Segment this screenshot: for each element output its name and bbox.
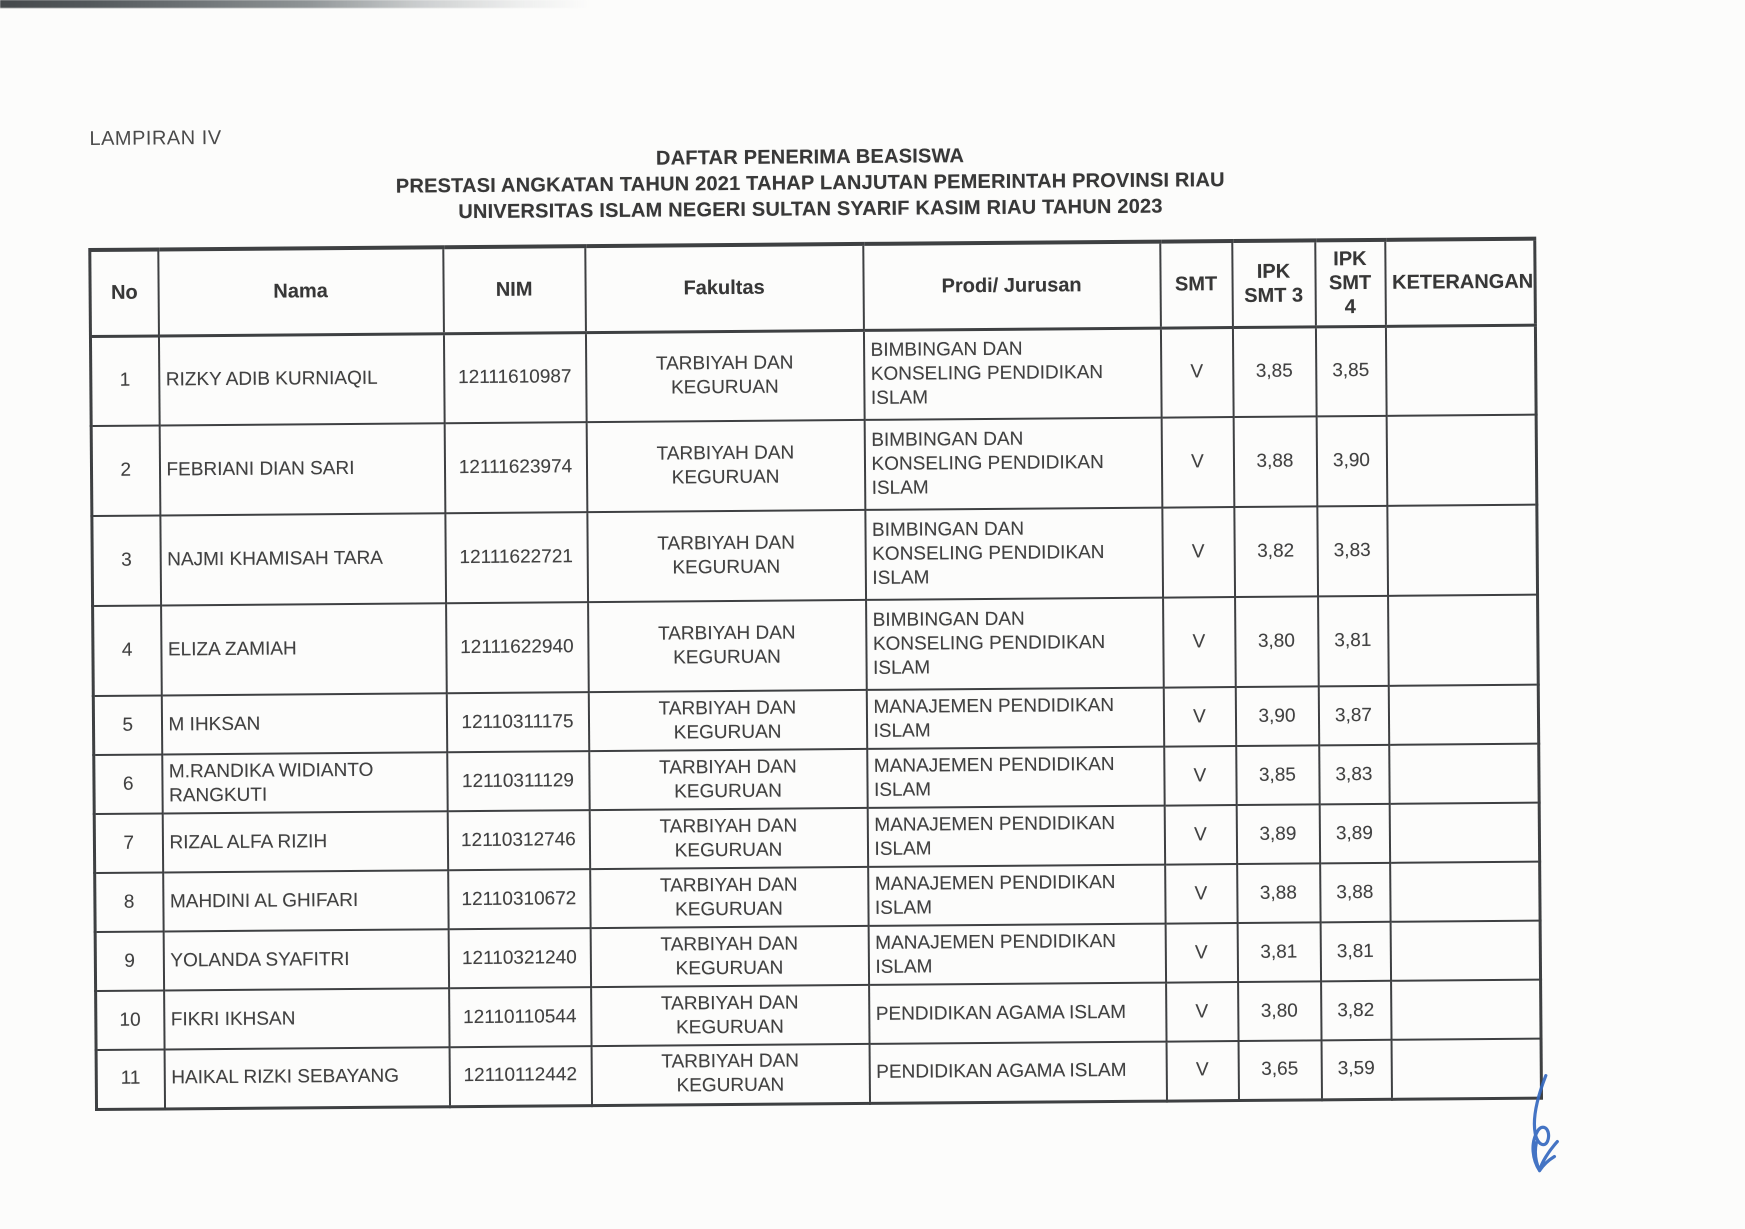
- header-no: No: [90, 249, 159, 336]
- cell-fakultas: TARBIYAH DAN KEGURUAN: [591, 985, 869, 1046]
- cell-nim: 12110112442: [449, 1046, 591, 1106]
- cell-no: 3: [92, 515, 161, 606]
- scholarship-recipients-table: [88, 237, 1543, 1111]
- cell-keterangan: [1389, 803, 1539, 863]
- cell-ipk-smt3: 3,80: [1238, 981, 1321, 1041]
- cell-nama: FEBRIANI DIAN SARI: [159, 423, 445, 515]
- cell-smt: V: [1162, 507, 1235, 598]
- cell-nim: 12110311175: [446, 692, 588, 752]
- cell-keterangan: [1391, 980, 1541, 1040]
- table-row: [93, 595, 1539, 696]
- cell-ipk-smt4: 3,87: [1318, 686, 1388, 746]
- header-keterangan: KETERANGAN: [1385, 239, 1536, 326]
- cell-fakultas: TARBIYAH DAN KEGURUAN: [585, 330, 864, 422]
- cell-nama: FIKRI IKHSAN: [164, 988, 449, 1049]
- cell-smt: V: [1166, 982, 1238, 1042]
- cell-prodi: BIMBINGAN DAN KONSELING PENDIDIKAN ISLAM: [864, 418, 1162, 510]
- cell-prodi: BIMBINGAN DAN KONSELING PENDIDIKAN ISLAM: [865, 508, 1163, 600]
- cell-prodi: MANAJEMEN PENDIDIKAN ISLAM: [866, 688, 1163, 749]
- cell-no: 1: [90, 335, 159, 426]
- cell-smt: V: [1165, 923, 1237, 983]
- cell-ipk-smt3: 3,85: [1236, 745, 1319, 805]
- cell-nim: 12110110544: [449, 987, 591, 1047]
- cell-ipk-smt3: 3,88: [1237, 863, 1320, 923]
- cell-no: 8: [95, 872, 163, 932]
- cell-ipk-smt3: 3,85: [1232, 326, 1316, 417]
- cell-ipk-smt4: 3,81: [1318, 596, 1389, 687]
- cell-fakultas: TARBIYAH DAN KEGURUAN: [589, 749, 867, 810]
- table-row: [96, 1039, 1541, 1109]
- cell-ipk-smt4: 3,83: [1317, 506, 1388, 597]
- cell-smt: V: [1160, 327, 1233, 418]
- cell-fakultas: TARBIYAH DAN KEGURUAN: [587, 510, 866, 602]
- title-line-1: DAFTAR PENERIMA BEASISWA: [655, 145, 965, 170]
- title-line-3: UNIVERSITAS ISLAM NEGERI SULTAN SYARIF KASIM RIAU TAHUN 2023: [458, 195, 1163, 224]
- cell-smt: V: [1163, 687, 1235, 747]
- cell-nim: 12111622940: [446, 602, 589, 693]
- cell-nama: MAHDINI AL GHIFARI: [163, 870, 448, 931]
- cell-prodi: PENDIDIKAN AGAMA ISLAM: [869, 983, 1166, 1044]
- cell-nama: M IHKSAN: [161, 693, 446, 754]
- cell-keterangan: [1386, 415, 1537, 506]
- cell-prodi: BIMBINGAN DAN KONSELING PENDIDIKAN ISLAM: [863, 328, 1161, 420]
- cell-fakultas: TARBIYAH DAN KEGURUAN: [588, 600, 867, 692]
- cell-smt: V: [1164, 805, 1236, 865]
- cell-no: 5: [93, 695, 161, 755]
- lampiran-label: LAMPIRAN IV: [89, 126, 222, 151]
- header-prodi: Prodi/ Jurusan: [863, 242, 1161, 330]
- cell-fakultas: TARBIYAH DAN KEGURUAN: [589, 808, 867, 869]
- cell-fakultas: TARBIYAH DAN KEGURUAN: [591, 1044, 869, 1105]
- cell-ipk-smt4: 3,90: [1316, 416, 1387, 507]
- ink-initial-mark: [1513, 1071, 1574, 1183]
- cell-keterangan: [1389, 744, 1539, 804]
- cell-nama: ELIZA ZAMIAH: [161, 603, 447, 695]
- table-header-row: [90, 239, 1536, 336]
- header-nim: NIM: [443, 246, 586, 333]
- cell-nama: RIZKY ADIB KURNIAQIL: [158, 333, 444, 425]
- cell-no: 2: [91, 425, 160, 516]
- cell-prodi: MANAJEMEN PENDIDIKAN ISLAM: [868, 924, 1165, 985]
- cell-no: 9: [95, 931, 163, 991]
- cell-smt: V: [1165, 864, 1237, 924]
- cell-smt: V: [1164, 746, 1236, 806]
- cell-nim: 12111622721: [445, 512, 588, 603]
- cell-ipk-smt3: 3,80: [1235, 596, 1319, 687]
- cell-prodi: MANAJEMEN PENDIDIKAN ISLAM: [868, 865, 1165, 926]
- cell-ipk-smt4: 3,85: [1315, 326, 1386, 417]
- document-title: [87, 139, 1533, 228]
- cell-keterangan: [1388, 595, 1539, 686]
- cell-keterangan: [1390, 921, 1540, 981]
- cell-nim: 12111623974: [444, 422, 587, 513]
- cell-no: 7: [94, 813, 162, 873]
- cell-ipk-smt3: 3,81: [1237, 922, 1320, 982]
- header-ipk-smt4: IPK SMT 4: [1315, 240, 1386, 327]
- cell-smt: V: [1163, 597, 1236, 688]
- cell-ipk-smt4: 3,88: [1320, 863, 1390, 923]
- cell-nim: 12110312746: [447, 810, 589, 870]
- cell-ipk-smt4: 3,83: [1319, 745, 1389, 805]
- cell-ipk-smt4: 3,82: [1321, 981, 1391, 1041]
- header-smt: SMT: [1160, 241, 1233, 328]
- cell-keterangan: [1385, 325, 1536, 416]
- cell-keterangan: [1388, 685, 1538, 745]
- cell-ipk-smt3: 3,88: [1233, 416, 1317, 507]
- cell-ipk-smt4: 3,81: [1320, 922, 1390, 982]
- cell-fakultas: TARBIYAH DAN KEGURUAN: [586, 420, 865, 512]
- table-row: [92, 505, 1538, 606]
- cell-keterangan: [1387, 505, 1538, 596]
- cell-ipk-smt3: 3,90: [1235, 686, 1318, 746]
- header-fakultas: Fakultas: [585, 244, 864, 332]
- cell-ipk-smt3: 3,65: [1238, 1040, 1321, 1100]
- cell-ipk-smt4: 3,89: [1319, 804, 1389, 864]
- cell-ipk-smt4: 3,59: [1321, 1040, 1391, 1100]
- cell-ipk-smt3: 3,89: [1236, 804, 1319, 864]
- table-row: [90, 325, 1536, 426]
- cell-prodi: BIMBINGAN DAN KONSELING PENDIDIKAN ISLAM: [866, 598, 1164, 690]
- cell-nama: M.RANDIKA WIDIANTO RANGKUTI: [162, 752, 447, 813]
- cell-no: 11: [96, 1049, 164, 1109]
- cell-prodi: MANAJEMEN PENDIDIKAN ISLAM: [867, 747, 1164, 808]
- title-line-2: PRESTASI ANGKATAN TAHUN 2021 TAHAP LANJUTAN PEMERINTAH PROVINSI RIAU: [395, 169, 1225, 198]
- cell-no: 4: [93, 605, 162, 696]
- cell-nim: 12110310672: [448, 869, 590, 929]
- cell-ipk-smt3: 3,82: [1234, 506, 1318, 597]
- cell-fakultas: TARBIYAH DAN KEGURUAN: [588, 690, 866, 751]
- cell-no: 6: [94, 754, 162, 814]
- cell-keterangan: [1390, 862, 1540, 922]
- cell-fakultas: TARBIYAH DAN KEGURUAN: [590, 926, 868, 987]
- cell-prodi: PENDIDIKAN AGAMA ISLAM: [869, 1042, 1166, 1103]
- cell-nama: YOLANDA SYAFITRI: [163, 929, 448, 990]
- cell-nama: RIZAL ALFA RIZIH: [162, 811, 447, 872]
- cell-smt: V: [1166, 1041, 1238, 1101]
- cell-nim: 12110311129: [447, 751, 589, 811]
- cell-prodi: MANAJEMEN PENDIDIKAN ISLAM: [867, 806, 1164, 867]
- cell-nim: 12111610987: [443, 332, 586, 423]
- header-nama: Nama: [158, 247, 444, 335]
- header-ipk-smt3: IPK SMT 3: [1232, 240, 1316, 327]
- cell-fakultas: TARBIYAH DAN KEGURUAN: [590, 867, 868, 928]
- cell-nim: 12110321240: [448, 928, 590, 988]
- cell-no: 10: [96, 990, 164, 1050]
- cell-nama: HAIKAL RIZKI SEBAYANG: [164, 1047, 449, 1108]
- table-row: [91, 415, 1537, 516]
- cell-nama: NAJMI KHAMISAH TARA: [160, 513, 446, 605]
- cell-smt: V: [1161, 417, 1234, 508]
